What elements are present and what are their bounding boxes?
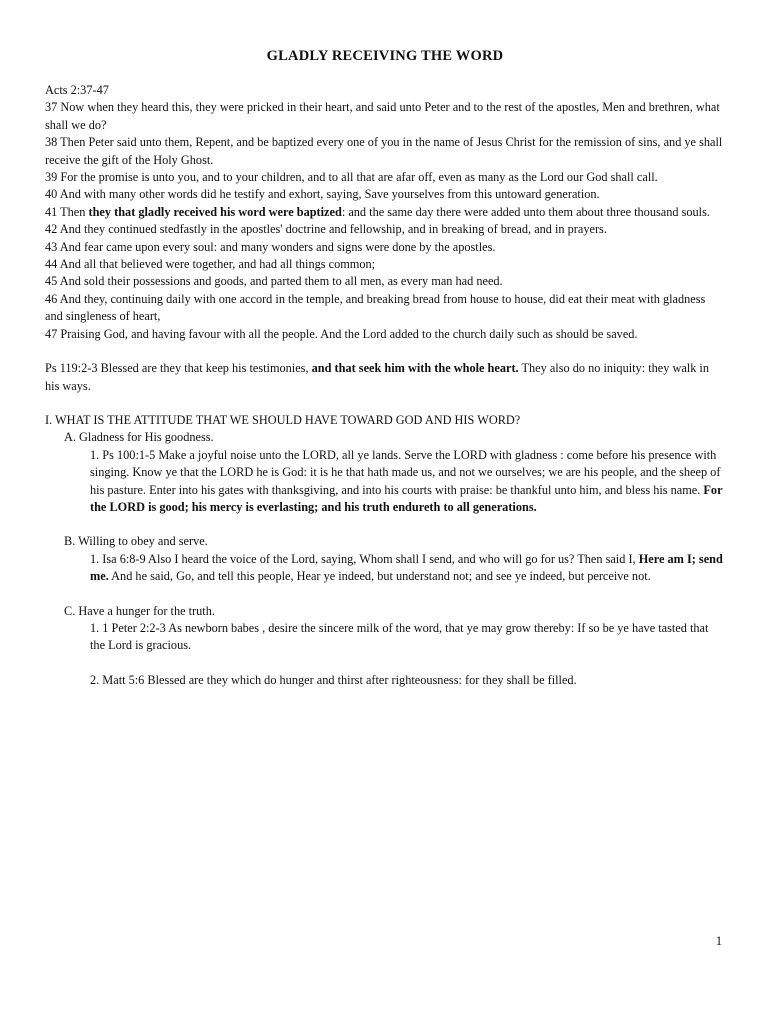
verse-39: 39 For the promise is unto you, and to your children, and to all that are afar off, even as many as the Lord our God shall call. xyxy=(45,170,658,185)
outline-point-b: B. Willing to obey and serve. xyxy=(64,534,208,549)
psalm-quote xyxy=(45,360,725,395)
verse-40: 40 And with many other words did he testify and exhort, saying, Save yourselves from this untoward generation. xyxy=(45,187,600,202)
verse-38: 38 Then Peter said unto them, Repent, and be baptized every one of you in the name of Jesus Christ for the remission of sins, and ye shall receive the gift of the Holy Ghost. xyxy=(45,135,723,167)
outline-point-a: A. Gladness for His goodness. xyxy=(64,430,214,445)
passage-reference: Acts 2:37-47 xyxy=(45,83,109,97)
verse-46: 46 And they, continuing daily with one accord in the temple, and breaking bread from house to house, did eat their meat with gladness and singleness of heart, xyxy=(45,291,706,324)
psalm-start: Ps 119:2-3 Blessed are they that keep his testimonies, xyxy=(45,361,312,376)
point-a1-text: 1. Ps 100:1-5 Make a joyful noise unto the LORD, all ye lands. Serve the LORD with gladness : come before his presence with singing. Know ye that the LORD he is God: it is he that hath made us, and not we ourselves; we are his people, and the sheep of his pasture. Enter into his gates with thanksgiving, and into his courts with praise: be thankful unto him, and bless his name. xyxy=(90,447,721,497)
outline-point-b1 xyxy=(45,551,725,586)
document-content xyxy=(45,47,725,689)
psalm-end: They also do no iniquity: they walk in his ways. xyxy=(45,361,709,393)
psalm-emphasis: and that seek him with the whole heart. xyxy=(311,361,519,376)
verse-45: 45 And sold their possessions and goods, and parted them to all men, as every man had need. xyxy=(45,274,503,289)
outline-heading: I. WHAT IS THE ATTITUDE THAT WE SHOULD HAVE TOWARD GOD AND HIS WORD? xyxy=(45,412,521,427)
page-number: 1 xyxy=(715,934,722,948)
outline-point-c1: 1. 1 Peter 2:2-3 As newborn babes , desire the sincere milk of the word, that ye may grow thereby: If so be ye have tasted that the Lord is gracious. xyxy=(90,620,709,653)
outline-point-c: C. Have a hunger for the truth. xyxy=(64,603,215,618)
verse-42: 42 And they continued stedfastly in the apostles' doctrine and fellowship, and in breaking of bread, and in prayers. xyxy=(45,222,607,237)
verse-41-start: 41 Then xyxy=(45,204,89,219)
outline-point-a1 xyxy=(45,447,725,517)
verse-37: 37 Now when they heard this, they were pricked in their heart, and said unto Peter and to the rest of the apostles, Men and brethren, what shall we do? xyxy=(45,100,720,132)
verse-43: 43 And fear came upon every soul: and many wonders and signs were done by the apostles. xyxy=(45,239,496,254)
verse-41-emphasis: they that gladly received his word were baptized xyxy=(88,204,342,219)
point-a1-emphasis: For the LORD is good; his mercy is everlasting; and his truth endureth to all generations. xyxy=(90,482,723,514)
point-b1-end: And he said, Go, and tell this people, Hear ye indeed, but understand not; and see ye indeed, but perceive not. xyxy=(108,569,651,584)
outline-point-c2: 2. Matt 5:6 Blessed are they which do hunger and thirst after righteousness: for they shall be filled. xyxy=(90,672,577,687)
point-b1-emphasis: Here am I; send me. xyxy=(90,551,723,584)
point-b1-start: 1. Isa 6:8-9 Also I heard the voice of the Lord, saying, Whom shall I send, and who will go for us? Then said I, xyxy=(90,551,639,566)
page-title: GLADLY RECEIVING THE WORD xyxy=(266,48,504,64)
verse-41 xyxy=(45,204,725,221)
verse-47: 47 Praising God, and having favour with all the people. And the Lord added to the church daily such as should be saved. xyxy=(45,326,638,341)
verse-41-end: : and the same day there were added unto them about three thousand souls. xyxy=(341,204,710,219)
verse-44: 44 And all that believed were together, and had all things common; xyxy=(45,257,376,272)
